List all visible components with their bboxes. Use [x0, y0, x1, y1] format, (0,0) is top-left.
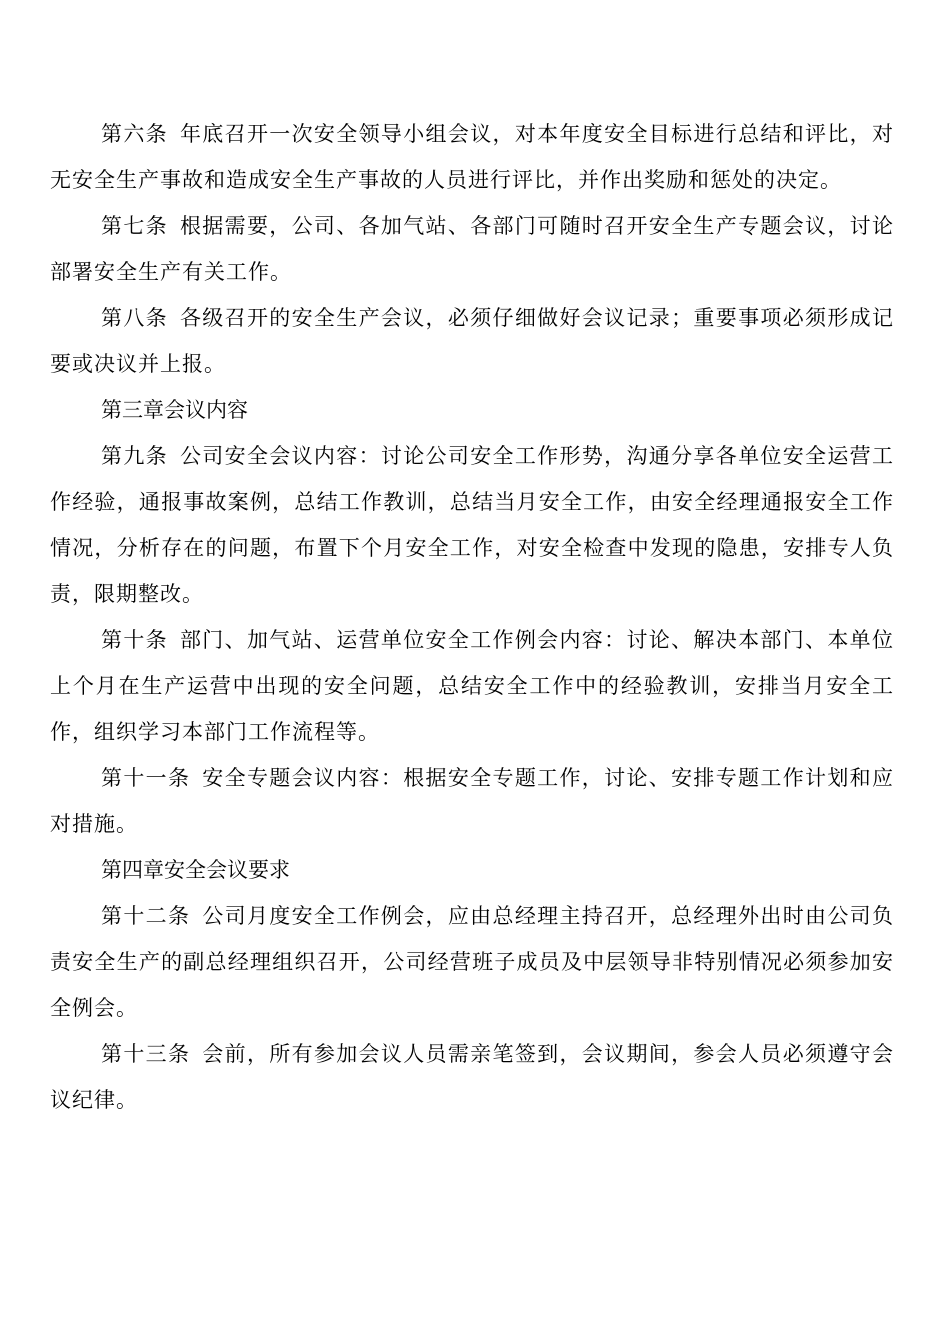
chapter-title: 第四章安全会议要求 [101, 858, 290, 882]
article-text: 公司安全会议内容：讨论公司安全工作形势，沟通分享各单位安全运营工作经验，通报事故案例，总结工作教训，总结当月安全工作，由安全经理通报安全工作情况，分析存在的问题，布置下个月安全工作，对安全检查中发现的隐患，安排专人负责，限期整改。 [50, 444, 895, 606]
article-10 [50, 617, 894, 755]
article-text: 部门、加气站、运营单位安全工作例会内容：讨论、解决本部门、本单位上个月在生产运营中出现的安全问题，总结安全工作中的经验教训，安排当月安全工作，组织学习本部门工作流程等。 [50, 628, 895, 744]
article-6 [50, 111, 894, 203]
article-text: 根据需要，公司、各加气站、各部门可随时召开安全生产专题会议，讨论部署安全生产有关工作。 [50, 214, 895, 284]
chapter-title: 第三章会议内容 [101, 398, 248, 422]
article-text: 公司月度安全工作例会，应由总经理主持召开，总经理外出时由公司负责安全生产的副总经理组织召开，公司经营班子成员及中层领导非特别情况必须参加安全例会。 [50, 904, 894, 1020]
article-7 [50, 203, 894, 295]
chapter-heading-4 [50, 847, 894, 893]
article-text: 安全专题会议内容：根据安全专题工作，讨论、安排专题工作计划和应对措施。 [50, 766, 894, 836]
article-text: 各级召开的安全生产会议，必须仔细做好会议记录；重要事项必须形成记要或决议并上报。 [50, 306, 895, 376]
article-number: 第十一条 [101, 766, 191, 790]
article-8 [50, 295, 894, 387]
article-13 [50, 1031, 894, 1123]
article-text: 年底召开一次安全领导小组会议，对本年度安全目标进行总结和评比，对无安全生产事故和造成安全生产事故的人员进行评比，并作出奖励和惩处的决定。 [50, 122, 895, 192]
article-9 [50, 433, 894, 617]
article-number: 第十三条 [101, 1042, 191, 1066]
article-number: 第六条 [101, 122, 168, 146]
article-11 [50, 755, 894, 847]
article-number: 第十条 [101, 628, 168, 652]
article-text: 会前，所有参加会议人员需亲笔签到，会议期间，参会人员必须遵守会议纪律。 [50, 1042, 894, 1112]
article-number: 第十二条 [101, 904, 191, 928]
article-12 [50, 893, 894, 1031]
article-number: 第八条 [101, 306, 168, 330]
article-number: 第七条 [101, 214, 168, 238]
document-body [50, 111, 894, 1123]
chapter-heading-3 [50, 387, 894, 433]
article-number: 第九条 [101, 444, 168, 468]
